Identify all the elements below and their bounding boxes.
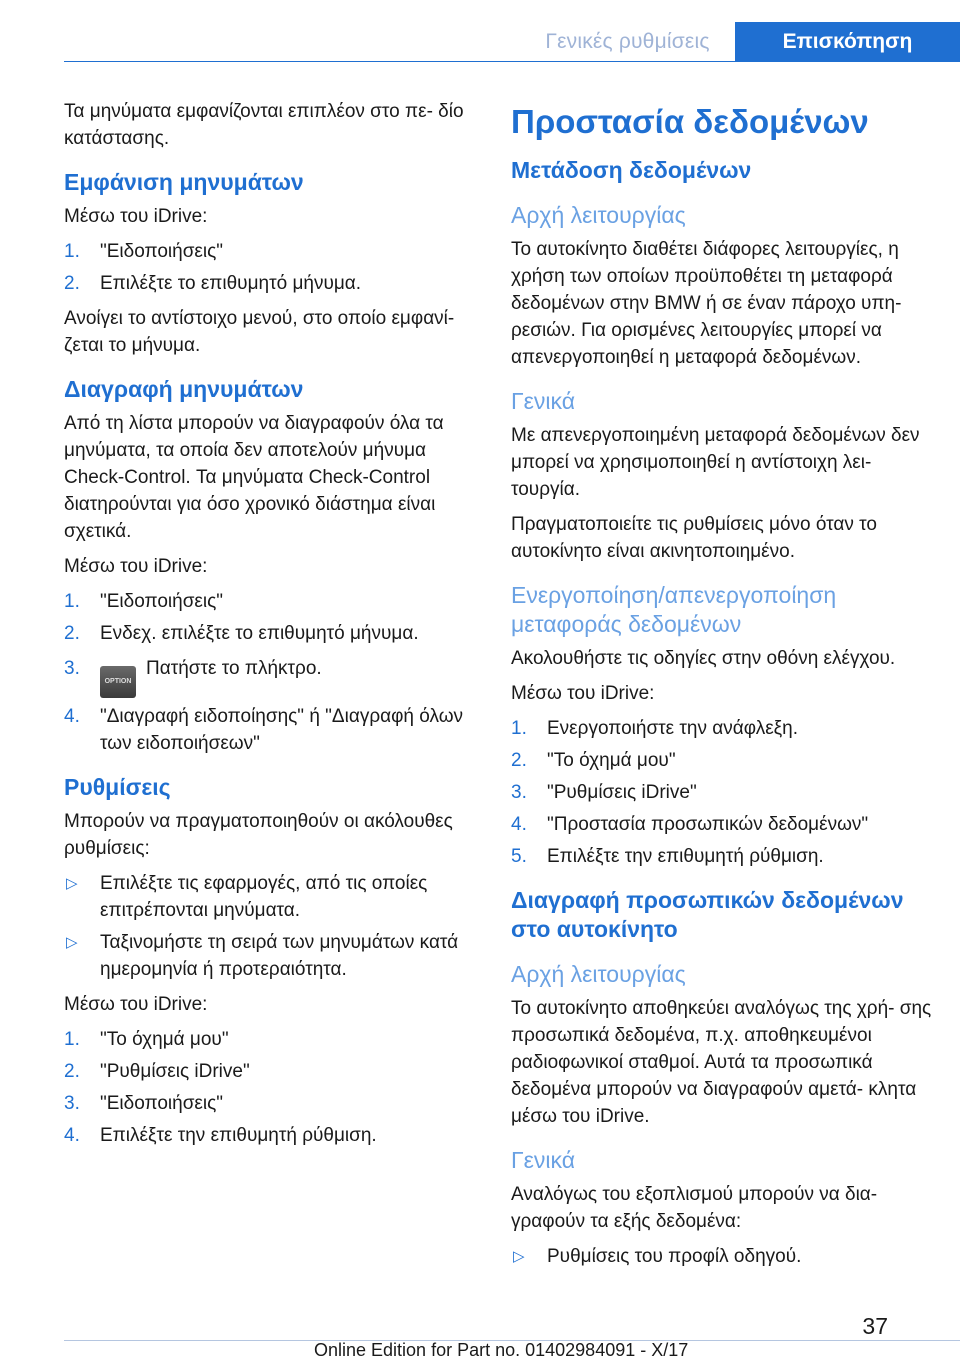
delete-via-text: Μέσω του iDrive: xyxy=(64,556,208,577)
delete-text: Από τη λίστα μπορούν να διαγραφούν όλα τα μηνύματα, τα οποία δεν αποτελούν μήνυμα Check-Control. Τα μηνύματα Check-Control διατηρούνται για όσο χρονικό διάστημα είναι σχετικά. xyxy=(64,413,444,542)
delete-personal-data-heading: Διαγραφή προσωπικών δεδομένων στο αυτοκίνητο xyxy=(511,887,904,942)
list-item: 3. OPTIONΠατήστε το πλήκτρο. xyxy=(64,655,484,698)
list-item: ▷ Ρυθμίσεις του προφίλ οδηγού. xyxy=(511,1243,941,1270)
intro-text: Τα μηνύματα εμφανίζονται επιπλέον στο πε‐ δίο κατάστασης. xyxy=(64,101,464,149)
toggle-text: Ακολουθήστε τις οδηγίες στην οθόνη ελέγχου. xyxy=(511,648,896,669)
page-number: 37 xyxy=(862,1313,888,1339)
list-item: 3. "Ρυθμίσεις iDrive" xyxy=(511,782,697,803)
header-rule xyxy=(64,61,960,62)
option-button-icon: OPTION xyxy=(100,666,136,698)
principle-2-text: Το αυτοκίνητο αποθηκεύει αναλόγως της χρή‐ σης προσωπικά δεδομένα, π.χ. αποθηκευμένοι ραδιοφωνικοί σταθμοί. Αυτά τα προσωπικά δεδομένα μπορούν να διαγραφούν αμετά‐ κλητα μέσω του iDrive. xyxy=(511,998,932,1127)
general-text-2: Πραγματοποιείτε τις ρυθμίσεις μόνο όταν το αυτοκίνητο είναι ακινητοποιημένο. xyxy=(511,514,877,562)
general-text: Με απενεργοποιημένη μεταφορά δεδομένων δεν μπορεί να χρησιμοποιηθεί η αντίστοιχη λει‐ τουργία. xyxy=(511,425,920,500)
edition-footer: Online Edition for Part no. 01402984091 - X/17 xyxy=(314,1340,689,1360)
toggle-transfer-heading: Ενεργοποίηση/απενεργοποίηση μεταφοράς δεδομένων xyxy=(511,582,837,637)
triangle-bullet-icon: ▷ xyxy=(513,1248,525,1265)
settings-bullets xyxy=(64,870,484,983)
list-item: ▷ Ταξινομήστε τη σειρά των μηνυμάτων κατά ημερομηνία ή προτεραιότητα. xyxy=(64,929,484,983)
toggle-via-text: Μέσω του iDrive: xyxy=(511,683,655,704)
list-item: 2. Επιλέξτε το επιθυμητό μήνυμα. xyxy=(64,273,362,294)
list-item: 1. "Ειδοποιήσεις" xyxy=(64,591,224,612)
list-item: 1. "Ειδοποιήσεις" xyxy=(64,241,224,262)
page-header xyxy=(0,0,960,62)
show-via-text: Μέσω του iDrive: xyxy=(64,206,208,227)
toggle-steps-list xyxy=(511,715,941,870)
principle-heading: Αρχή λειτουργίας xyxy=(511,202,686,228)
list-item: 4. Επιλέξτε την επιθυμητή ρύθμιση. xyxy=(64,1125,377,1146)
settings-steps-list xyxy=(64,1026,484,1149)
list-item: 2. "Το όχημά μου" xyxy=(511,750,676,771)
tab-general-settings[interactable]: Γενικές ρυθμίσεις xyxy=(545,30,710,53)
show-messages-heading: Εμφάνιση μηνυμάτων xyxy=(64,169,304,195)
list-item: 4. "Προστασία προσωπικών δεδομένων" xyxy=(511,814,869,835)
list-item: 4. "Διαγραφή ειδοποίησης" ή "Διαγραφή όλων των ειδοποιήσεων" xyxy=(64,706,464,754)
list-item: 2. "Ρυθμίσεις iDrive" xyxy=(64,1061,250,1082)
delete-steps-list xyxy=(64,588,484,757)
list-item: 1. Ενεργοποιήστε την ανάφλεξη. xyxy=(511,718,799,739)
list-item: 1. "Το όχημά μου" xyxy=(64,1029,229,1050)
triangle-bullet-icon: ▷ xyxy=(66,934,78,951)
right-column xyxy=(511,98,941,1278)
data-protection-title: Προστασία δεδομένων xyxy=(511,103,869,140)
list-item: 2. Ενδεχ. επιλέξτε το επιθυμητό μήνυμα. xyxy=(64,623,419,644)
list-item: ▷ Επιλέξτε τις εφαρμογές, από τις οποίες επιτρέπονται μηνύματα. xyxy=(64,870,484,924)
show-result-text: Ανοίγει το αντίστοιχο μενού, στο οποίο εμφανί‐ ζεται το μήνυμα. xyxy=(64,308,455,356)
general-2-heading: Γενικά xyxy=(511,1147,576,1173)
settings-via-text: Μέσω του iDrive: xyxy=(64,994,208,1015)
left-column xyxy=(64,98,484,1157)
general-2-bullets xyxy=(511,1243,941,1270)
triangle-bullet-icon: ▷ xyxy=(66,875,78,892)
settings-text: Μπορούν να πραγματοποιηθούν οι ακόλουθες ρυθμίσεις: xyxy=(64,811,453,859)
list-item: 3. "Ειδοποιήσεις" xyxy=(64,1093,224,1114)
delete-messages-heading: Διαγραφή μηνυμάτων xyxy=(64,376,304,402)
tab-overview[interactable]: Επισκόπηση xyxy=(735,22,960,62)
settings-heading: Ρυθμίσεις xyxy=(64,774,171,800)
list-item: 5. Επιλέξτε την επιθυμητή ρύθμιση. xyxy=(511,846,824,867)
show-steps-list xyxy=(64,238,484,297)
principle-2-heading: Αρχή λειτουργίας xyxy=(511,961,686,987)
general-heading: Γενικά xyxy=(511,388,576,414)
general-2-text: Αναλόγως του εξοπλισμού μπορούν να δια‐ γραφούν τα εξής δεδομένα: xyxy=(511,1184,878,1232)
principle-text: Το αυτοκίνητο διαθέτει διάφορες λειτουργίες, η χρήση των οποίων προϋποθέτει τη μεταφορά δεδομένων στην BMW ή σε έναν πάροχο υπη‐ ρεσιών. Για ορισμένες λειτουργίες μπορεί να απενεργοποιηθεί η μεταφορά δεδομένων. xyxy=(511,239,902,368)
data-transfer-heading: Μετάδοση δεδομένων xyxy=(511,157,752,183)
